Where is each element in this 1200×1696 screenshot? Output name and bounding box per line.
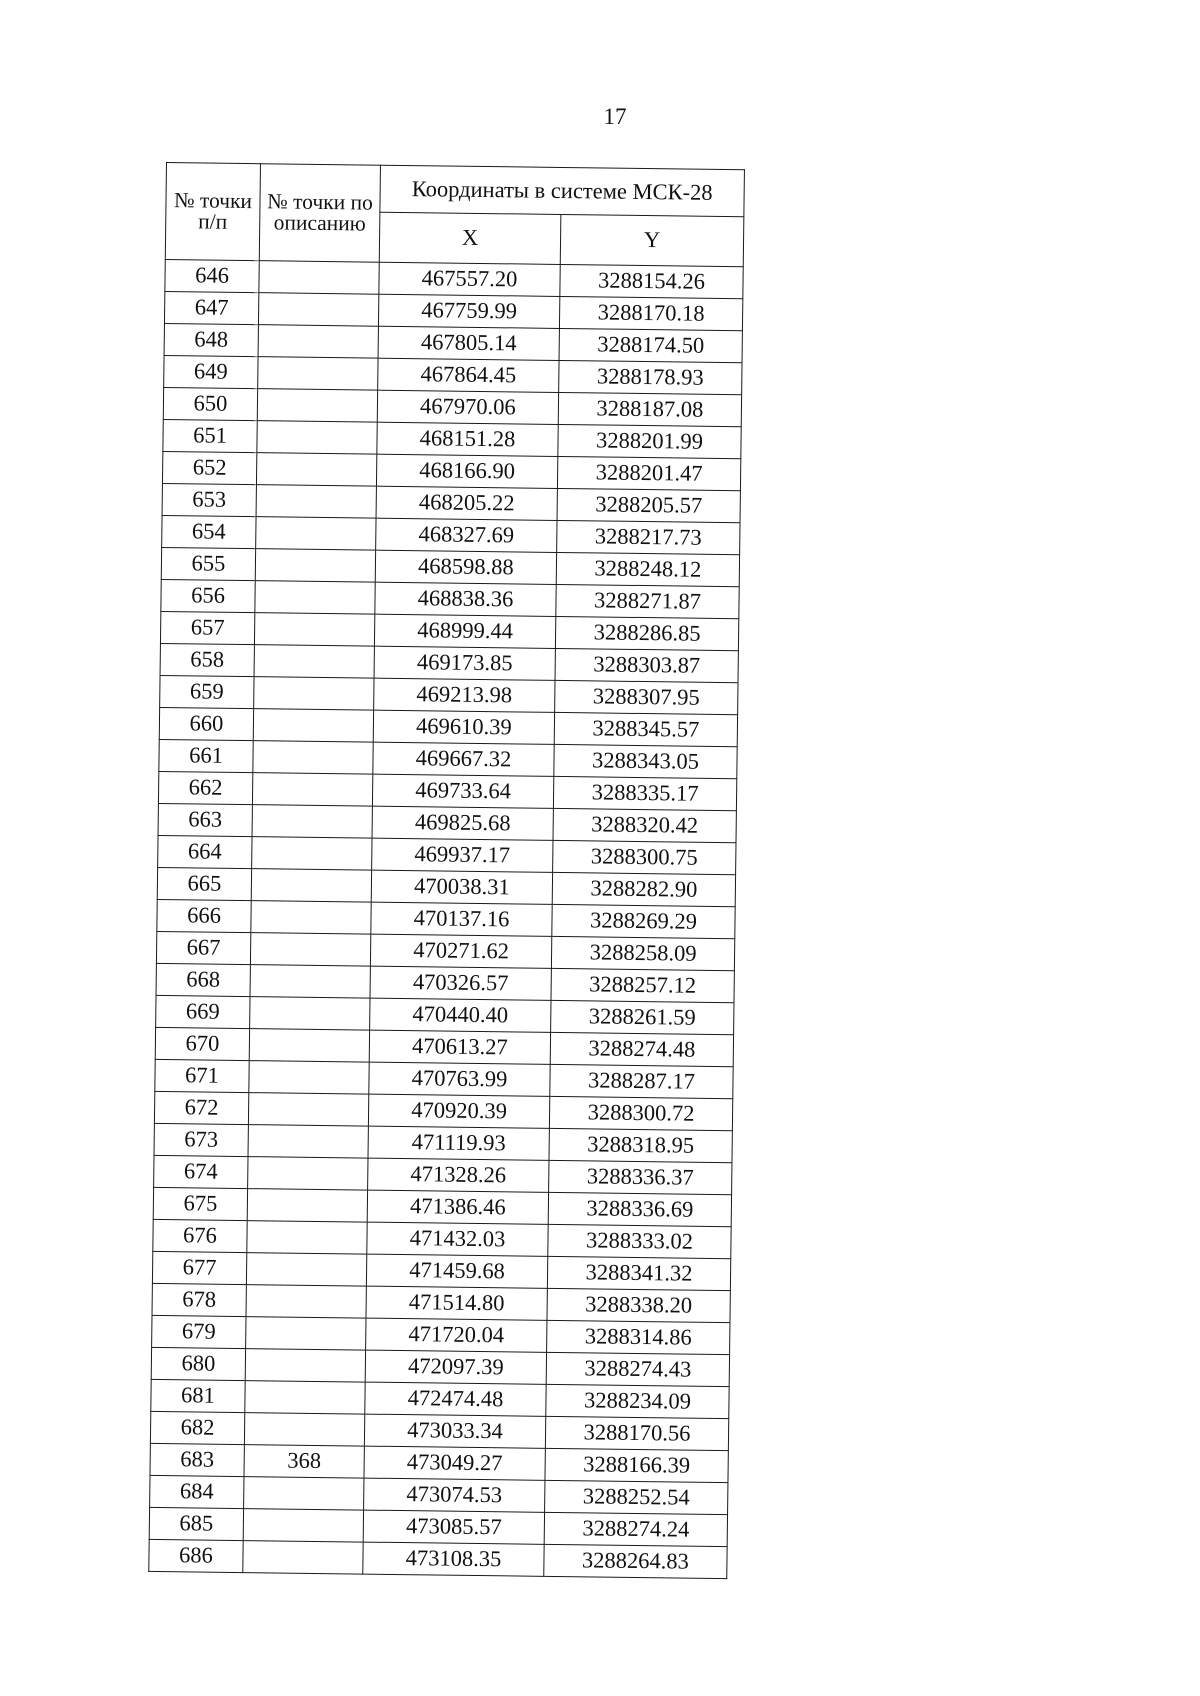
cell-point-number: 672 bbox=[154, 1091, 248, 1124]
cell-description-point bbox=[246, 1253, 366, 1287]
cell-description-point bbox=[245, 1349, 365, 1383]
cell-point-number: 686 bbox=[149, 1539, 243, 1572]
cell-x: 467864.45 bbox=[378, 358, 559, 392]
cell-description-point bbox=[253, 741, 373, 775]
header-description-point: № точки по описанию bbox=[259, 164, 380, 263]
cell-y: 3288335.17 bbox=[553, 776, 736, 810]
cell-y: 3288258.09 bbox=[551, 936, 734, 970]
header-y: Y bbox=[560, 214, 744, 266]
cell-description-point bbox=[254, 613, 374, 647]
header-row-1 bbox=[166, 163, 745, 217]
cell-y: 3288217.73 bbox=[557, 520, 740, 554]
cell-description-point bbox=[259, 261, 379, 295]
cell-x: 470038.31 bbox=[371, 870, 552, 904]
cell-y: 3288201.47 bbox=[557, 456, 740, 490]
cell-x: 468838.36 bbox=[375, 582, 556, 616]
cell-point-number: 676 bbox=[153, 1219, 247, 1252]
cell-point-number: 655 bbox=[161, 547, 255, 580]
cell-point-number: 685 bbox=[149, 1507, 243, 1540]
cell-y: 3288333.02 bbox=[548, 1224, 731, 1258]
cell-description-point bbox=[247, 1221, 367, 1255]
cell-y: 3288300.75 bbox=[553, 840, 736, 874]
cell-description-point bbox=[246, 1285, 366, 1319]
cell-point-number: 665 bbox=[157, 867, 251, 900]
cell-x: 468999.44 bbox=[374, 614, 555, 648]
cell-x: 471432.03 bbox=[367, 1222, 548, 1256]
cell-y: 3288345.57 bbox=[554, 712, 737, 746]
cell-x: 469173.85 bbox=[374, 646, 555, 680]
cell-description-point bbox=[248, 1093, 368, 1127]
cell-description-point bbox=[252, 773, 372, 807]
cell-y: 3288282.90 bbox=[552, 872, 735, 906]
cell-y: 3288257.12 bbox=[551, 968, 734, 1002]
header-point-number: № точки п/п bbox=[165, 163, 260, 261]
cell-y: 3288271.87 bbox=[556, 584, 739, 618]
cell-point-number: 650 bbox=[163, 387, 257, 420]
cell-y: 3288314.86 bbox=[547, 1320, 730, 1354]
cell-x: 473085.57 bbox=[363, 1510, 544, 1544]
cell-description-point bbox=[256, 485, 376, 519]
cell-y: 3288154.26 bbox=[560, 264, 743, 298]
cell-x: 467805.14 bbox=[378, 326, 559, 360]
cell-description-point bbox=[255, 581, 375, 615]
cell-description-point bbox=[258, 357, 378, 391]
cell-point-number: 671 bbox=[155, 1059, 249, 1092]
cell-x: 468598.88 bbox=[375, 550, 556, 584]
cell-point-number: 674 bbox=[154, 1155, 248, 1188]
cell-x: 470613.27 bbox=[369, 1030, 550, 1064]
cell-x: 471720.04 bbox=[366, 1318, 547, 1352]
cell-point-number: 663 bbox=[158, 803, 252, 836]
cell-y: 3288252.54 bbox=[545, 1480, 728, 1514]
table-header bbox=[165, 163, 744, 267]
cell-point-number: 658 bbox=[160, 643, 254, 676]
cell-description-point bbox=[257, 389, 377, 423]
cell-y: 3288205.57 bbox=[557, 488, 740, 522]
cell-x: 468151.28 bbox=[377, 422, 558, 456]
cell-y: 3288170.56 bbox=[545, 1416, 728, 1450]
cell-y: 3288300.72 bbox=[549, 1096, 732, 1130]
table-row bbox=[149, 1539, 727, 1578]
header-coordinate-system: Координаты в системе МСК-28 bbox=[380, 165, 745, 217]
cell-description-point bbox=[249, 1061, 369, 1095]
cell-x: 471514.80 bbox=[366, 1286, 547, 1320]
cell-description-point bbox=[250, 965, 370, 999]
cell-description-point bbox=[258, 293, 378, 327]
cell-x: 469667.32 bbox=[373, 742, 554, 776]
cell-description-point bbox=[247, 1189, 367, 1223]
cell-x: 470920.39 bbox=[368, 1094, 549, 1128]
cell-description-point bbox=[255, 549, 375, 583]
cell-description-point bbox=[258, 325, 378, 359]
cell-point-number: 677 bbox=[152, 1251, 246, 1284]
cell-point-number: 670 bbox=[155, 1027, 249, 1060]
cell-x: 473074.53 bbox=[364, 1478, 545, 1512]
page-number: 17 bbox=[603, 104, 627, 129]
cell-x: 473049.27 bbox=[364, 1446, 545, 1480]
cell-y: 3288274.43 bbox=[546, 1352, 729, 1386]
cell-description-point bbox=[248, 1125, 368, 1159]
cell-point-number: 648 bbox=[164, 323, 258, 356]
cell-x: 470763.99 bbox=[369, 1062, 550, 1096]
cell-description-point bbox=[256, 517, 376, 551]
cell-y: 3288286.85 bbox=[555, 616, 738, 650]
cell-y: 3288336.69 bbox=[548, 1192, 731, 1226]
cell-point-number: 659 bbox=[160, 675, 254, 708]
coordinates-table-container bbox=[148, 162, 744, 1579]
cell-y: 3288343.05 bbox=[554, 744, 737, 778]
cell-x: 469937.17 bbox=[372, 838, 553, 872]
cell-x: 472097.39 bbox=[365, 1350, 546, 1384]
cell-description-point bbox=[244, 1477, 364, 1511]
cell-y: 3288320.42 bbox=[553, 808, 736, 842]
cell-point-number: 646 bbox=[165, 259, 259, 292]
cell-description-point bbox=[243, 1541, 363, 1575]
cell-description-point bbox=[244, 1413, 364, 1447]
cell-y: 3288318.95 bbox=[549, 1128, 732, 1162]
cell-point-number: 667 bbox=[156, 931, 250, 964]
cell-y: 3288261.59 bbox=[551, 1000, 734, 1034]
cell-x: 468166.90 bbox=[376, 454, 557, 488]
cell-x: 467557.20 bbox=[379, 262, 560, 296]
cell-x: 471328.26 bbox=[368, 1158, 549, 1192]
cell-y: 3288187.08 bbox=[558, 392, 741, 426]
cell-point-number: 681 bbox=[151, 1379, 245, 1412]
cell-description-point bbox=[256, 453, 376, 487]
cell-description-point bbox=[250, 997, 370, 1031]
cell-y: 3288170.18 bbox=[559, 296, 742, 330]
cell-x: 473033.34 bbox=[364, 1414, 545, 1448]
cell-description-point bbox=[251, 901, 371, 935]
cell-y: 3288307.95 bbox=[555, 680, 738, 714]
cell-x: 470137.16 bbox=[371, 902, 552, 936]
cell-y: 3288341.32 bbox=[547, 1256, 730, 1290]
cell-y: 3288201.99 bbox=[558, 424, 741, 458]
cell-point-number: 675 bbox=[153, 1187, 247, 1220]
cell-y: 3288336.37 bbox=[549, 1160, 732, 1194]
cell-y: 3288178.93 bbox=[559, 360, 742, 394]
cell-y: 3288274.48 bbox=[550, 1032, 733, 1066]
cell-point-number: 656 bbox=[161, 579, 255, 612]
cell-description-point bbox=[252, 805, 372, 839]
header-x: X bbox=[379, 212, 561, 264]
cell-point-number: 669 bbox=[156, 995, 250, 1028]
cell-description-point bbox=[254, 645, 374, 679]
cell-description-point bbox=[245, 1381, 365, 1415]
cell-description-point bbox=[252, 837, 372, 871]
cell-point-number: 678 bbox=[152, 1283, 246, 1316]
cell-x: 467759.99 bbox=[378, 294, 559, 328]
cell-point-number: 682 bbox=[150, 1411, 244, 1444]
cell-description-point bbox=[249, 1029, 369, 1063]
cell-point-number: 680 bbox=[151, 1347, 245, 1380]
cell-x: 469213.98 bbox=[374, 678, 555, 712]
cell-x: 468327.69 bbox=[376, 518, 557, 552]
cell-y: 3288234.09 bbox=[546, 1384, 729, 1418]
cell-y: 3288303.87 bbox=[555, 648, 738, 682]
table-body bbox=[149, 259, 743, 1578]
cell-point-number: 654 bbox=[162, 515, 256, 548]
cell-x: 469733.64 bbox=[372, 774, 553, 808]
cell-point-number: 666 bbox=[157, 899, 251, 932]
cell-point-number: 649 bbox=[164, 355, 258, 388]
cell-x: 471386.46 bbox=[367, 1190, 548, 1224]
cell-point-number: 664 bbox=[158, 835, 252, 868]
cell-point-number: 662 bbox=[158, 771, 252, 804]
cell-point-number: 684 bbox=[150, 1475, 244, 1508]
cell-x: 467970.06 bbox=[377, 390, 558, 424]
cell-point-number: 660 bbox=[159, 707, 253, 740]
cell-description-point bbox=[254, 677, 374, 711]
cell-x: 470440.40 bbox=[370, 998, 551, 1032]
cell-point-number: 679 bbox=[152, 1315, 246, 1348]
cell-description-point bbox=[248, 1157, 368, 1191]
cell-x: 471119.93 bbox=[368, 1126, 549, 1160]
cell-y: 3288269.29 bbox=[552, 904, 735, 938]
cell-y: 3288287.17 bbox=[550, 1064, 733, 1098]
cell-point-number: 653 bbox=[162, 483, 256, 516]
cell-description-point bbox=[253, 709, 373, 743]
cell-x: 469825.68 bbox=[372, 806, 553, 840]
cell-point-number: 673 bbox=[154, 1123, 248, 1156]
cell-y: 3288264.83 bbox=[544, 1544, 727, 1578]
cell-description-point bbox=[243, 1509, 363, 1543]
cell-point-number: 647 bbox=[164, 291, 258, 324]
cell-x: 472474.48 bbox=[365, 1382, 546, 1416]
cell-description-point bbox=[251, 869, 371, 903]
cell-y: 3288338.20 bbox=[547, 1288, 730, 1322]
cell-description-point: 368 bbox=[244, 1445, 364, 1479]
cell-point-number: 661 bbox=[159, 739, 253, 772]
cell-x: 469610.39 bbox=[373, 710, 554, 744]
cell-point-number: 683 bbox=[150, 1443, 244, 1476]
cell-y: 3288166.39 bbox=[545, 1448, 728, 1482]
cell-point-number: 652 bbox=[162, 451, 256, 484]
cell-x: 471459.68 bbox=[366, 1254, 547, 1288]
cell-x: 468205.22 bbox=[376, 486, 557, 520]
cell-point-number: 668 bbox=[156, 963, 250, 996]
cell-x: 470326.57 bbox=[370, 966, 551, 1000]
cell-description-point bbox=[250, 933, 370, 967]
cell-x: 470271.62 bbox=[370, 934, 551, 968]
cell-y: 3288174.50 bbox=[559, 328, 742, 362]
cell-y: 3288248.12 bbox=[556, 552, 739, 586]
cell-y: 3288274.24 bbox=[544, 1512, 727, 1546]
cell-description-point bbox=[246, 1317, 366, 1351]
cell-point-number: 651 bbox=[163, 419, 257, 452]
cell-x: 473108.35 bbox=[363, 1542, 544, 1576]
cell-point-number: 657 bbox=[160, 611, 254, 644]
coordinates-table bbox=[148, 162, 745, 1579]
cell-description-point bbox=[257, 421, 377, 455]
